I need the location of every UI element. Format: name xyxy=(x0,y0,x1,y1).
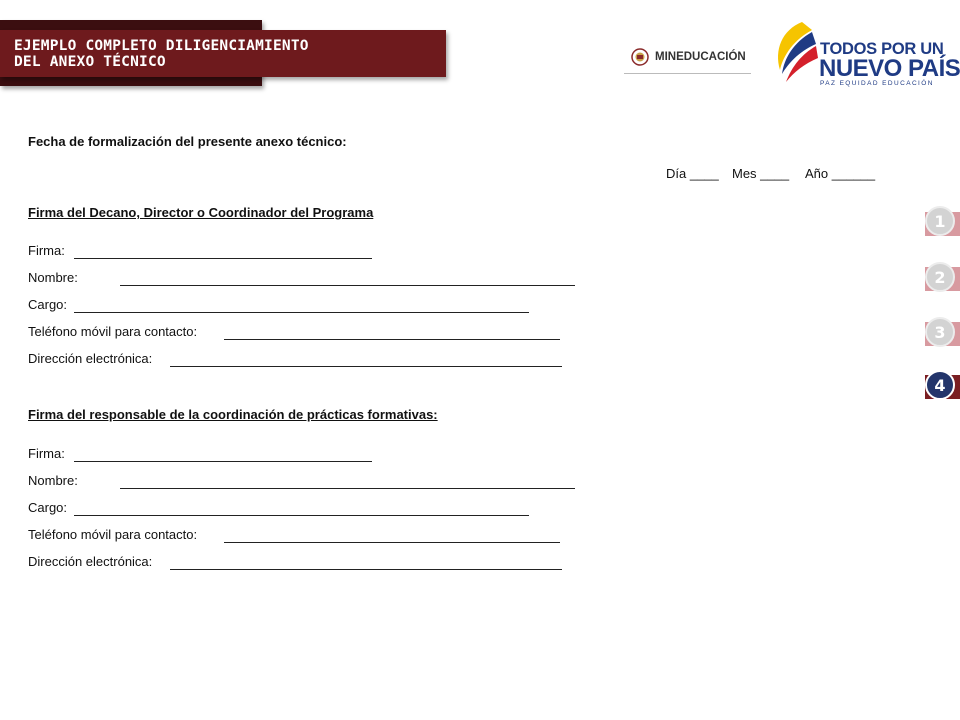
section1-firma-label: Firma: xyxy=(28,243,65,258)
todos-logo-line1: TODOS POR UN xyxy=(820,40,944,58)
page-title xyxy=(14,38,434,70)
section1-direccion-line xyxy=(170,366,562,367)
section2-nombre-line xyxy=(120,488,575,489)
page-title-line2: DEL ANEXO TÉCNICO xyxy=(14,54,166,70)
page-title-line1: EJEMPLO COMPLETO DILIGENCIAMIENTO xyxy=(14,38,309,54)
section2-direccion-label: Dirección electrónica: xyxy=(28,554,153,569)
date-field-dia: Día ____ xyxy=(666,166,719,181)
section2-firma-label: Firma: xyxy=(28,446,65,461)
section2-telefono-label: Teléfono móvil para contacto: xyxy=(28,527,198,542)
nav-step-1[interactable]: 1 xyxy=(925,206,955,236)
section1-cargo-line xyxy=(74,312,529,313)
section2-nombre-label: Nombre: xyxy=(28,473,78,488)
section2-telefono-line xyxy=(224,542,560,543)
mineducacion-text: MINEDUCACIÓN xyxy=(655,51,746,63)
todos-logo-tagline: PAZ EQUIDAD EDUCACIÓN xyxy=(820,80,934,87)
section1-telefono-line xyxy=(224,339,560,340)
section1-firma-line xyxy=(74,258,372,259)
section1-nombre-line xyxy=(120,285,575,286)
section1-nombre-label: Nombre: xyxy=(28,270,78,285)
date-heading: Fecha de formalización del presente anexo técnico: xyxy=(28,134,347,149)
section1-telefono-label: Teléfono móvil para contacto: xyxy=(28,324,198,339)
todos-por-un-nuevo-pais-logo xyxy=(772,20,960,92)
section1-direccion-label: Dirección electrónica: xyxy=(28,351,153,366)
section2-direccion-line xyxy=(170,569,562,570)
section1-heading: Firma del Decano, Director o Coordinador del Programa xyxy=(28,205,374,220)
section2-heading: Firma del responsable de la coordinación de prácticas formativas: xyxy=(28,407,438,422)
colombia-seal-icon xyxy=(631,48,649,66)
date-field-mes: Mes ____ xyxy=(732,166,790,181)
nav-step-4[interactable]: 4 xyxy=(925,370,955,400)
date-field-ano: Año ______ xyxy=(805,166,876,181)
todos-logo-line2: NUEVO PAÍS xyxy=(819,55,960,82)
section2-firma-line xyxy=(74,461,372,462)
mineducacion-logo xyxy=(624,41,751,74)
section1-cargo-label: Cargo: xyxy=(28,297,68,312)
colombia-flag-swoosh-icon xyxy=(772,20,822,92)
section2-cargo-label: Cargo: xyxy=(28,500,68,515)
nav-step-2[interactable]: 2 xyxy=(925,262,955,292)
nav-step-3[interactable]: 3 xyxy=(925,317,955,347)
section2-cargo-line xyxy=(74,515,529,516)
